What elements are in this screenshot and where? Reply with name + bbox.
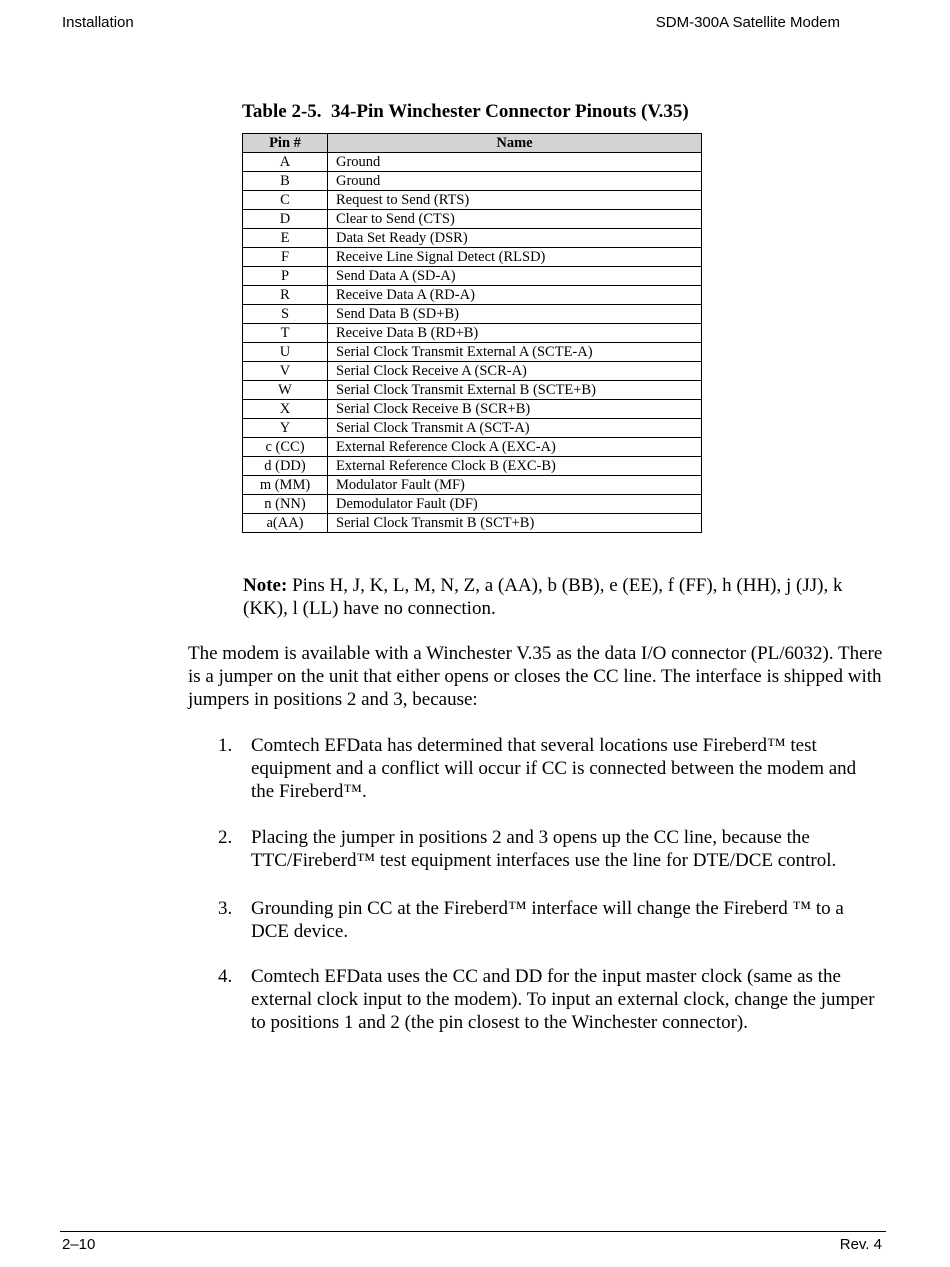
table-header-row — [243, 134, 702, 153]
signal-name-cell: Ground — [328, 153, 702, 172]
pin-cell: T — [243, 324, 328, 343]
table-row — [243, 400, 702, 419]
list-item-number: 1. — [218, 735, 233, 756]
pin-cell: X — [243, 400, 328, 419]
signal-name-cell: Modulator Fault (MF) — [328, 476, 702, 495]
note-paragraph — [243, 574, 863, 620]
header-document-title: SDM-300A Satellite Modem — [655, 14, 840, 31]
signal-name-cell: Serial Clock Receive A (SCR-A) — [328, 362, 702, 381]
signal-name-cell: Serial Clock Receive B (SCR+B) — [328, 400, 702, 419]
pin-cell: c (CC) — [243, 438, 328, 457]
table-row — [243, 324, 702, 343]
pin-cell: P — [243, 267, 328, 286]
list-item-text: Placing the jumper in positions 2 and 3 opens up the CC line, because the TTC/Fireberd™ test equipment interfaces use the line for DTE/DCE control. — [251, 827, 837, 871]
signal-name-cell: Receive Line Signal Detect (RLSD) — [328, 248, 702, 267]
pinout-table — [242, 133, 702, 533]
header-section-title: Installation — [62, 14, 134, 31]
pin-cell: d (DD) — [243, 457, 328, 476]
pin-cell: A — [243, 153, 328, 172]
table-row — [243, 362, 702, 381]
pin-cell: E — [243, 229, 328, 248]
table-title: Table 2-5. 34-Pin Winchester Connector Pinouts (V.35) — [242, 101, 689, 122]
table-row — [243, 343, 702, 362]
signal-name-cell: Serial Clock Transmit B (SCT+B) — [328, 514, 702, 533]
table-row — [243, 457, 702, 476]
signal-name-cell: External Reference Clock A (EXC-A) — [328, 438, 702, 457]
table-row — [243, 267, 702, 286]
note-text: Pins H, J, K, L, M, N, Z, a (AA), b (BB), e (EE), f (FF), h (HH), j (JJ), k (KK), l (LL) have no connection. — [243, 575, 843, 619]
pin-cell: S — [243, 305, 328, 324]
table-row — [243, 210, 702, 229]
signal-name-cell: Ground — [328, 172, 702, 191]
table-row — [243, 514, 702, 533]
pin-cell: R — [243, 286, 328, 305]
column-header-pin: Pin # — [243, 134, 328, 153]
list-item-number: 4. — [218, 966, 233, 987]
pin-cell: C — [243, 191, 328, 210]
table-row — [243, 305, 702, 324]
signal-name-cell: Clear to Send (CTS) — [328, 210, 702, 229]
table-row — [243, 191, 702, 210]
signal-name-cell: Receive Data B (RD+B) — [328, 324, 702, 343]
signal-name-cell: Receive Data A (RD-A) — [328, 286, 702, 305]
pin-cell: B — [243, 172, 328, 191]
table-row — [243, 419, 702, 438]
signal-name-cell: Serial Clock Transmit A (SCT-A) — [328, 419, 702, 438]
signal-name-cell: Demodulator Fault (DF) — [328, 495, 702, 514]
pinout-table-body — [243, 153, 702, 533]
signal-name-cell: Data Set Ready (DSR) — [328, 229, 702, 248]
pin-cell: F — [243, 248, 328, 267]
table-row — [243, 172, 702, 191]
table-row — [243, 153, 702, 172]
signal-name-cell: Serial Clock Transmit External B (SCTE+B) — [328, 381, 702, 400]
footer-rule — [60, 1231, 886, 1232]
intro-paragraph: The modem is available with a Winchester V.35 as the data I/O connector (PL/6032). There is a jumper on the unit that either opens or closes the CC line. The interface is shipped with jumpers in positions 2 and 3, because: — [188, 643, 883, 710]
note-label: Note: — [243, 575, 288, 596]
table-row — [243, 229, 702, 248]
pin-cell: m (MM) — [243, 476, 328, 495]
pin-cell: V — [243, 362, 328, 381]
table-row — [243, 286, 702, 305]
footer-page-number: 2–10 — [62, 1236, 96, 1253]
table-row — [243, 381, 702, 400]
pin-cell: n (NN) — [243, 495, 328, 514]
list-item-text: Comtech EFData has determined that several locations use Fireberd™ test equipment and a conflict will occur if CC is connected between the modem and the Fireberd™. — [251, 735, 857, 802]
pin-cell: U — [243, 343, 328, 362]
column-header-name: Name — [328, 134, 702, 153]
table-row — [243, 495, 702, 514]
footer-revision: Rev. 4 — [839, 1236, 882, 1253]
pin-cell: W — [243, 381, 328, 400]
list-item-text: Grounding pin CC at the Fireberd™ interface will change the Fireberd ™ to a DCE device. — [251, 898, 844, 942]
list-item-text: Comtech EFData uses the CC and DD for the input master clock (same as the external clock input to the modem). To input an external clock, change the jumper to positions 1 and 2 (the pin closest to the Winchester connector). — [251, 966, 875, 1033]
list-item-number: 3. — [218, 898, 233, 919]
table-row — [243, 438, 702, 457]
signal-name-cell: External Reference Clock B (EXC-B) — [328, 457, 702, 476]
pin-cell: D — [243, 210, 328, 229]
pin-cell: a(AA) — [243, 514, 328, 533]
list-item-number: 2. — [218, 827, 233, 848]
signal-name-cell: Serial Clock Transmit External A (SCTE-A) — [328, 343, 702, 362]
table-row — [243, 476, 702, 495]
signal-name-cell: Request to Send (RTS) — [328, 191, 702, 210]
table-row — [243, 248, 702, 267]
signal-name-cell: Send Data A (SD-A) — [328, 267, 702, 286]
pin-cell: Y — [243, 419, 328, 438]
signal-name-cell: Send Data B (SD+B) — [328, 305, 702, 324]
